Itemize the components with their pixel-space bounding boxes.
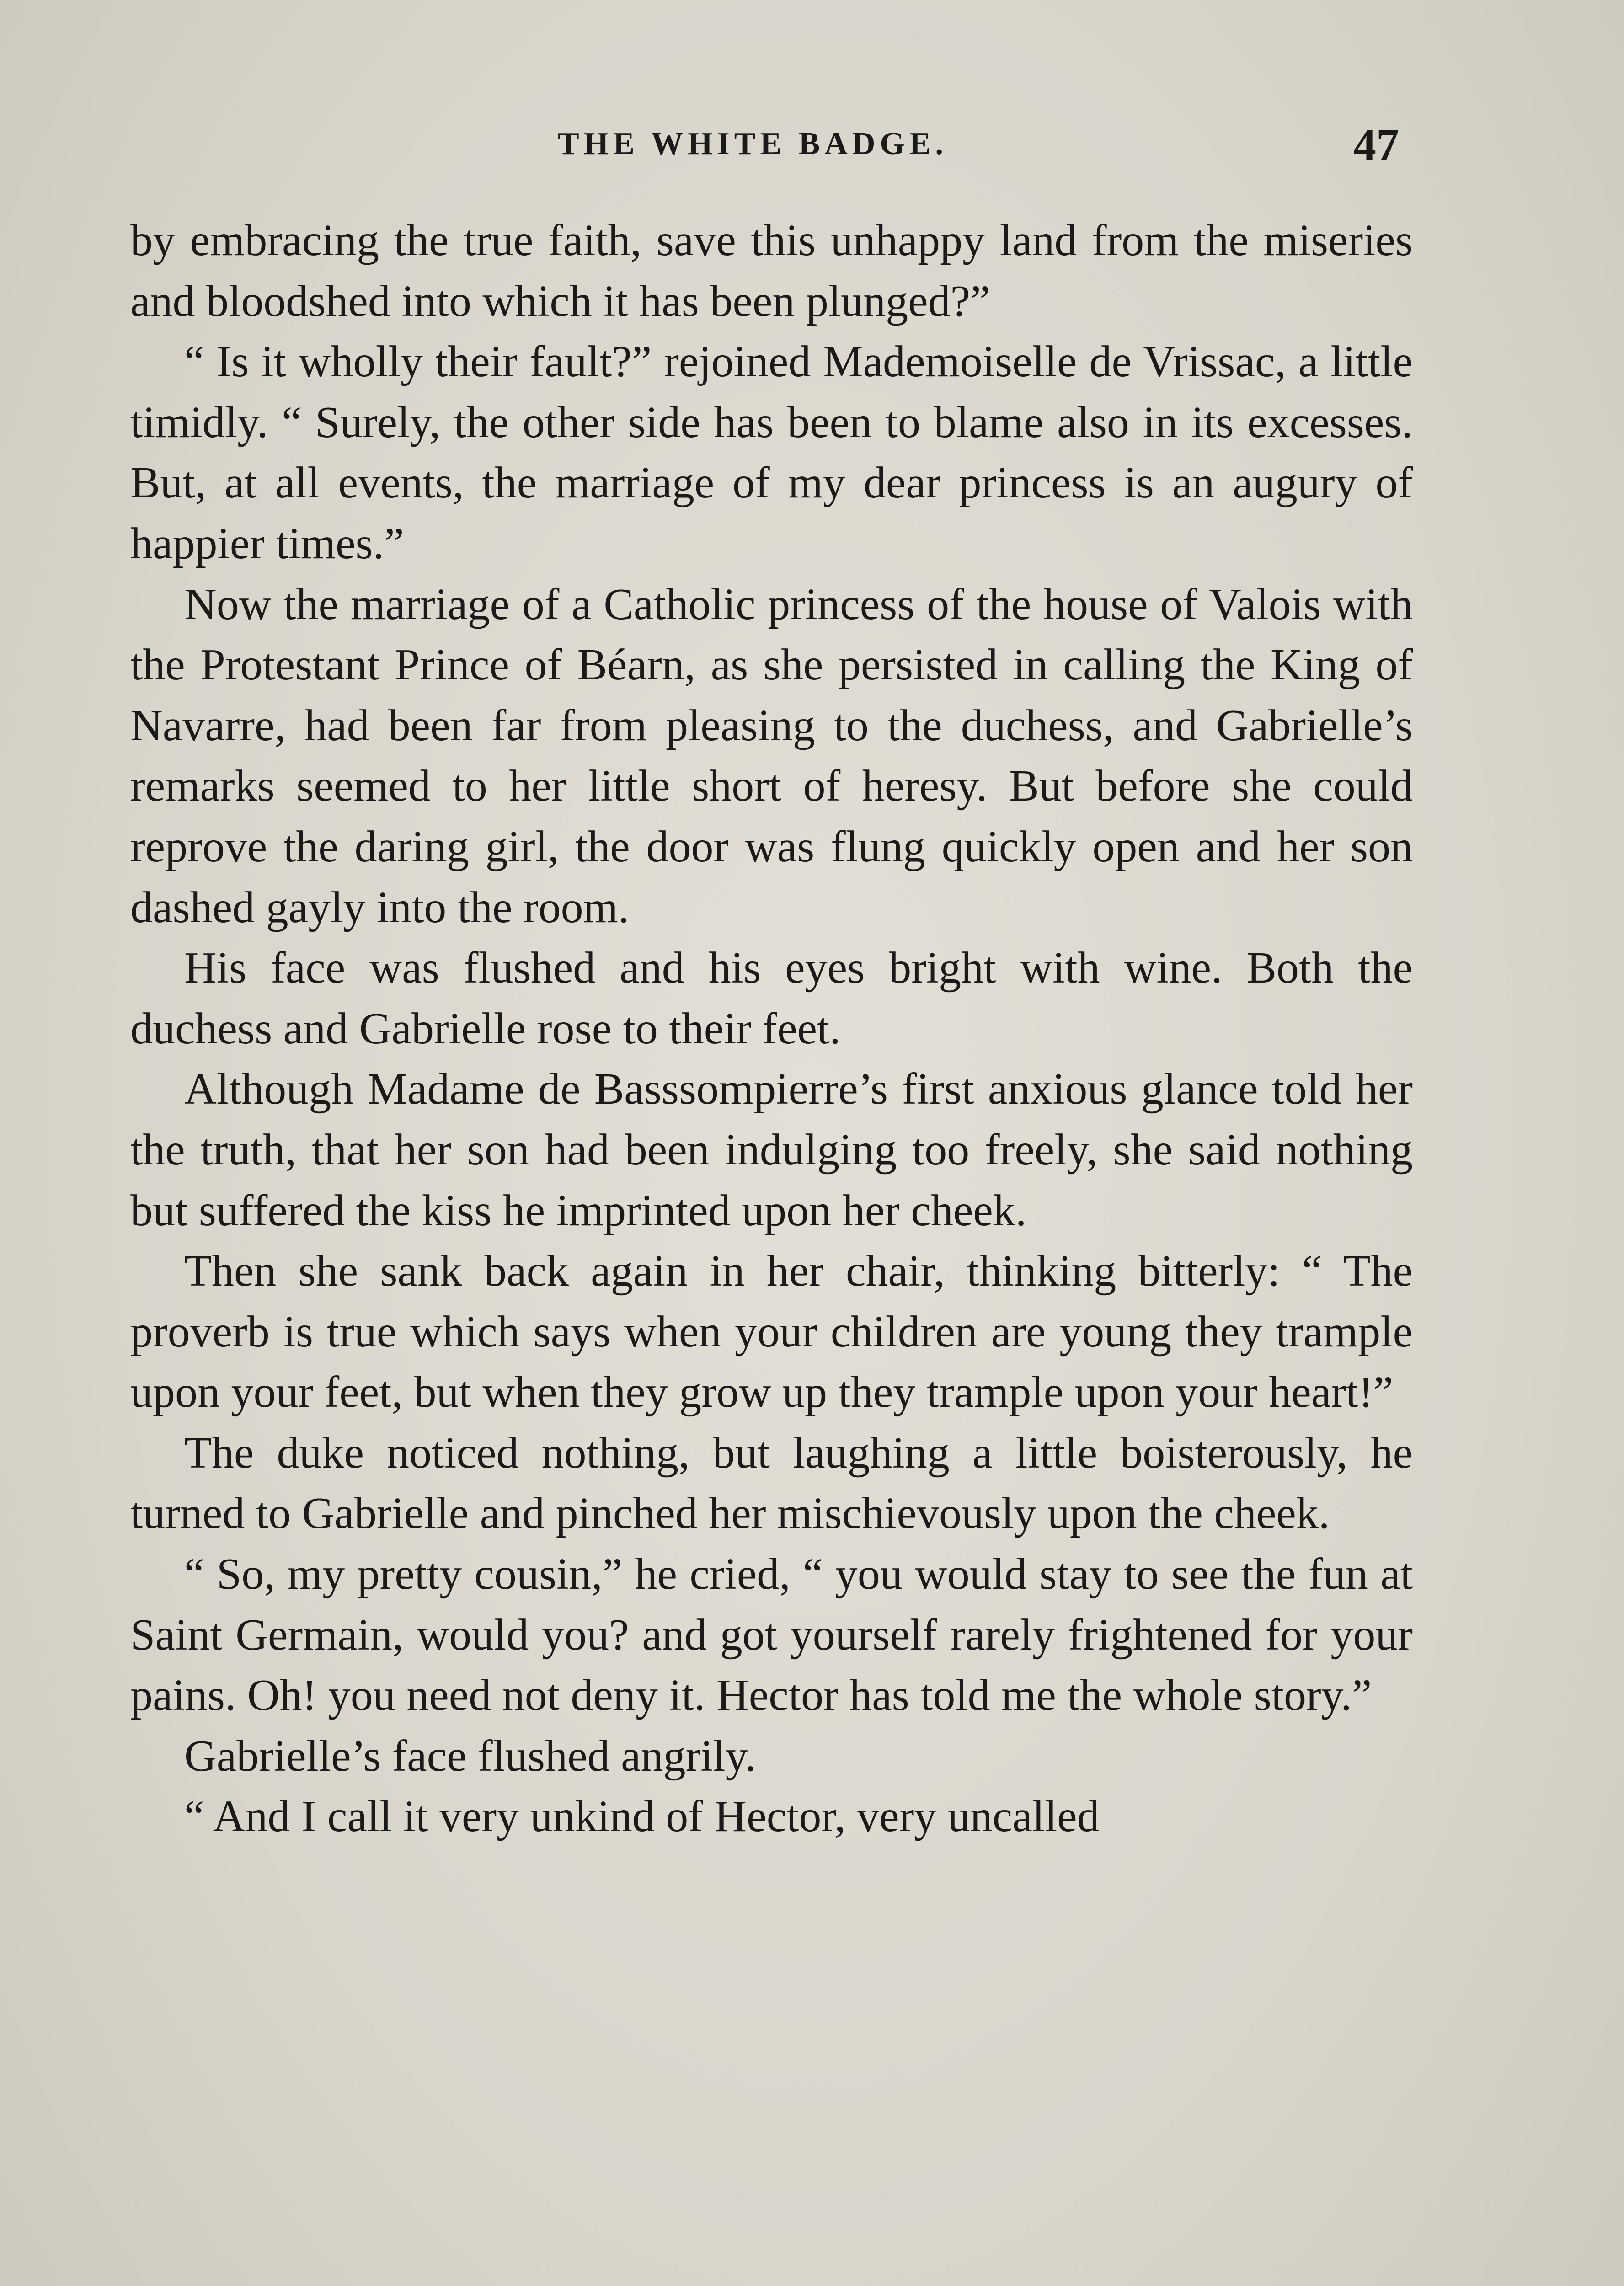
body-text — [130, 210, 1413, 1847]
running-title: THE WHITE BADGE. — [558, 126, 948, 161]
paragraph: “ And I call it very unkind of Hector, very uncalled — [184, 1792, 1100, 1842]
paragraph: Now the marriage of a Catholic princess of the house of Valois with the Protestant Prince of Béarn, as she persisted in calling the King of Navarre, had been far from pleasing to the duchess, and Gabrielle’s remarks seemed to her little short of heresy. But before she could reprove the daring girl, the door was flung quickly open and her son dashed gayly into the room. — [130, 579, 1413, 932]
paragraph: Although Madame de Basssompierre’s first anxious glance told her the truth, that her son had been indulging too freely, she said nothing but suffered the kiss he imprinted upon her cheek. — [130, 1064, 1413, 1235]
paragraph: “ So, my pretty cousin,” he cried, “ you would stay to see the fun at Saint Germain, would you? and got yourself rarely frightened for your pains. Oh! you need not deny it. Hector has told me the whole story.” — [130, 1549, 1413, 1720]
page-number: 47 — [1353, 119, 1399, 170]
paragraph: Gabrielle’s face flushed angrily. — [184, 1731, 756, 1781]
paragraph: by embracing the true faith, save this unhappy land from the miseries and bloodshed into which it has been plunged?” — [130, 216, 1413, 326]
paragraph: The duke noticed nothing, but laughing a little boisterously, he turned to Gabrielle and pinched her mischievously upon the cheek. — [130, 1428, 1413, 1538]
paragraph: His face was flushed and his eyes bright with wine. Both the duchess and Gabrielle rose to their feet. — [130, 943, 1413, 1053]
paragraph: “ Is it wholly their fault?” rejoined Mademoiselle de Vrissac, a little timidly. “ Surely, the other side has been to blame also in its excesses. But, at all events, the marriage of my dear princess is an augury of happier times.” — [130, 337, 1413, 568]
paragraph: Then she sank back again in her chair, thinking bitterly: “ The proverb is true which says when your children are young they trample upon your feet, but when they grow up they trample upon your heart!” — [130, 1246, 1413, 1417]
